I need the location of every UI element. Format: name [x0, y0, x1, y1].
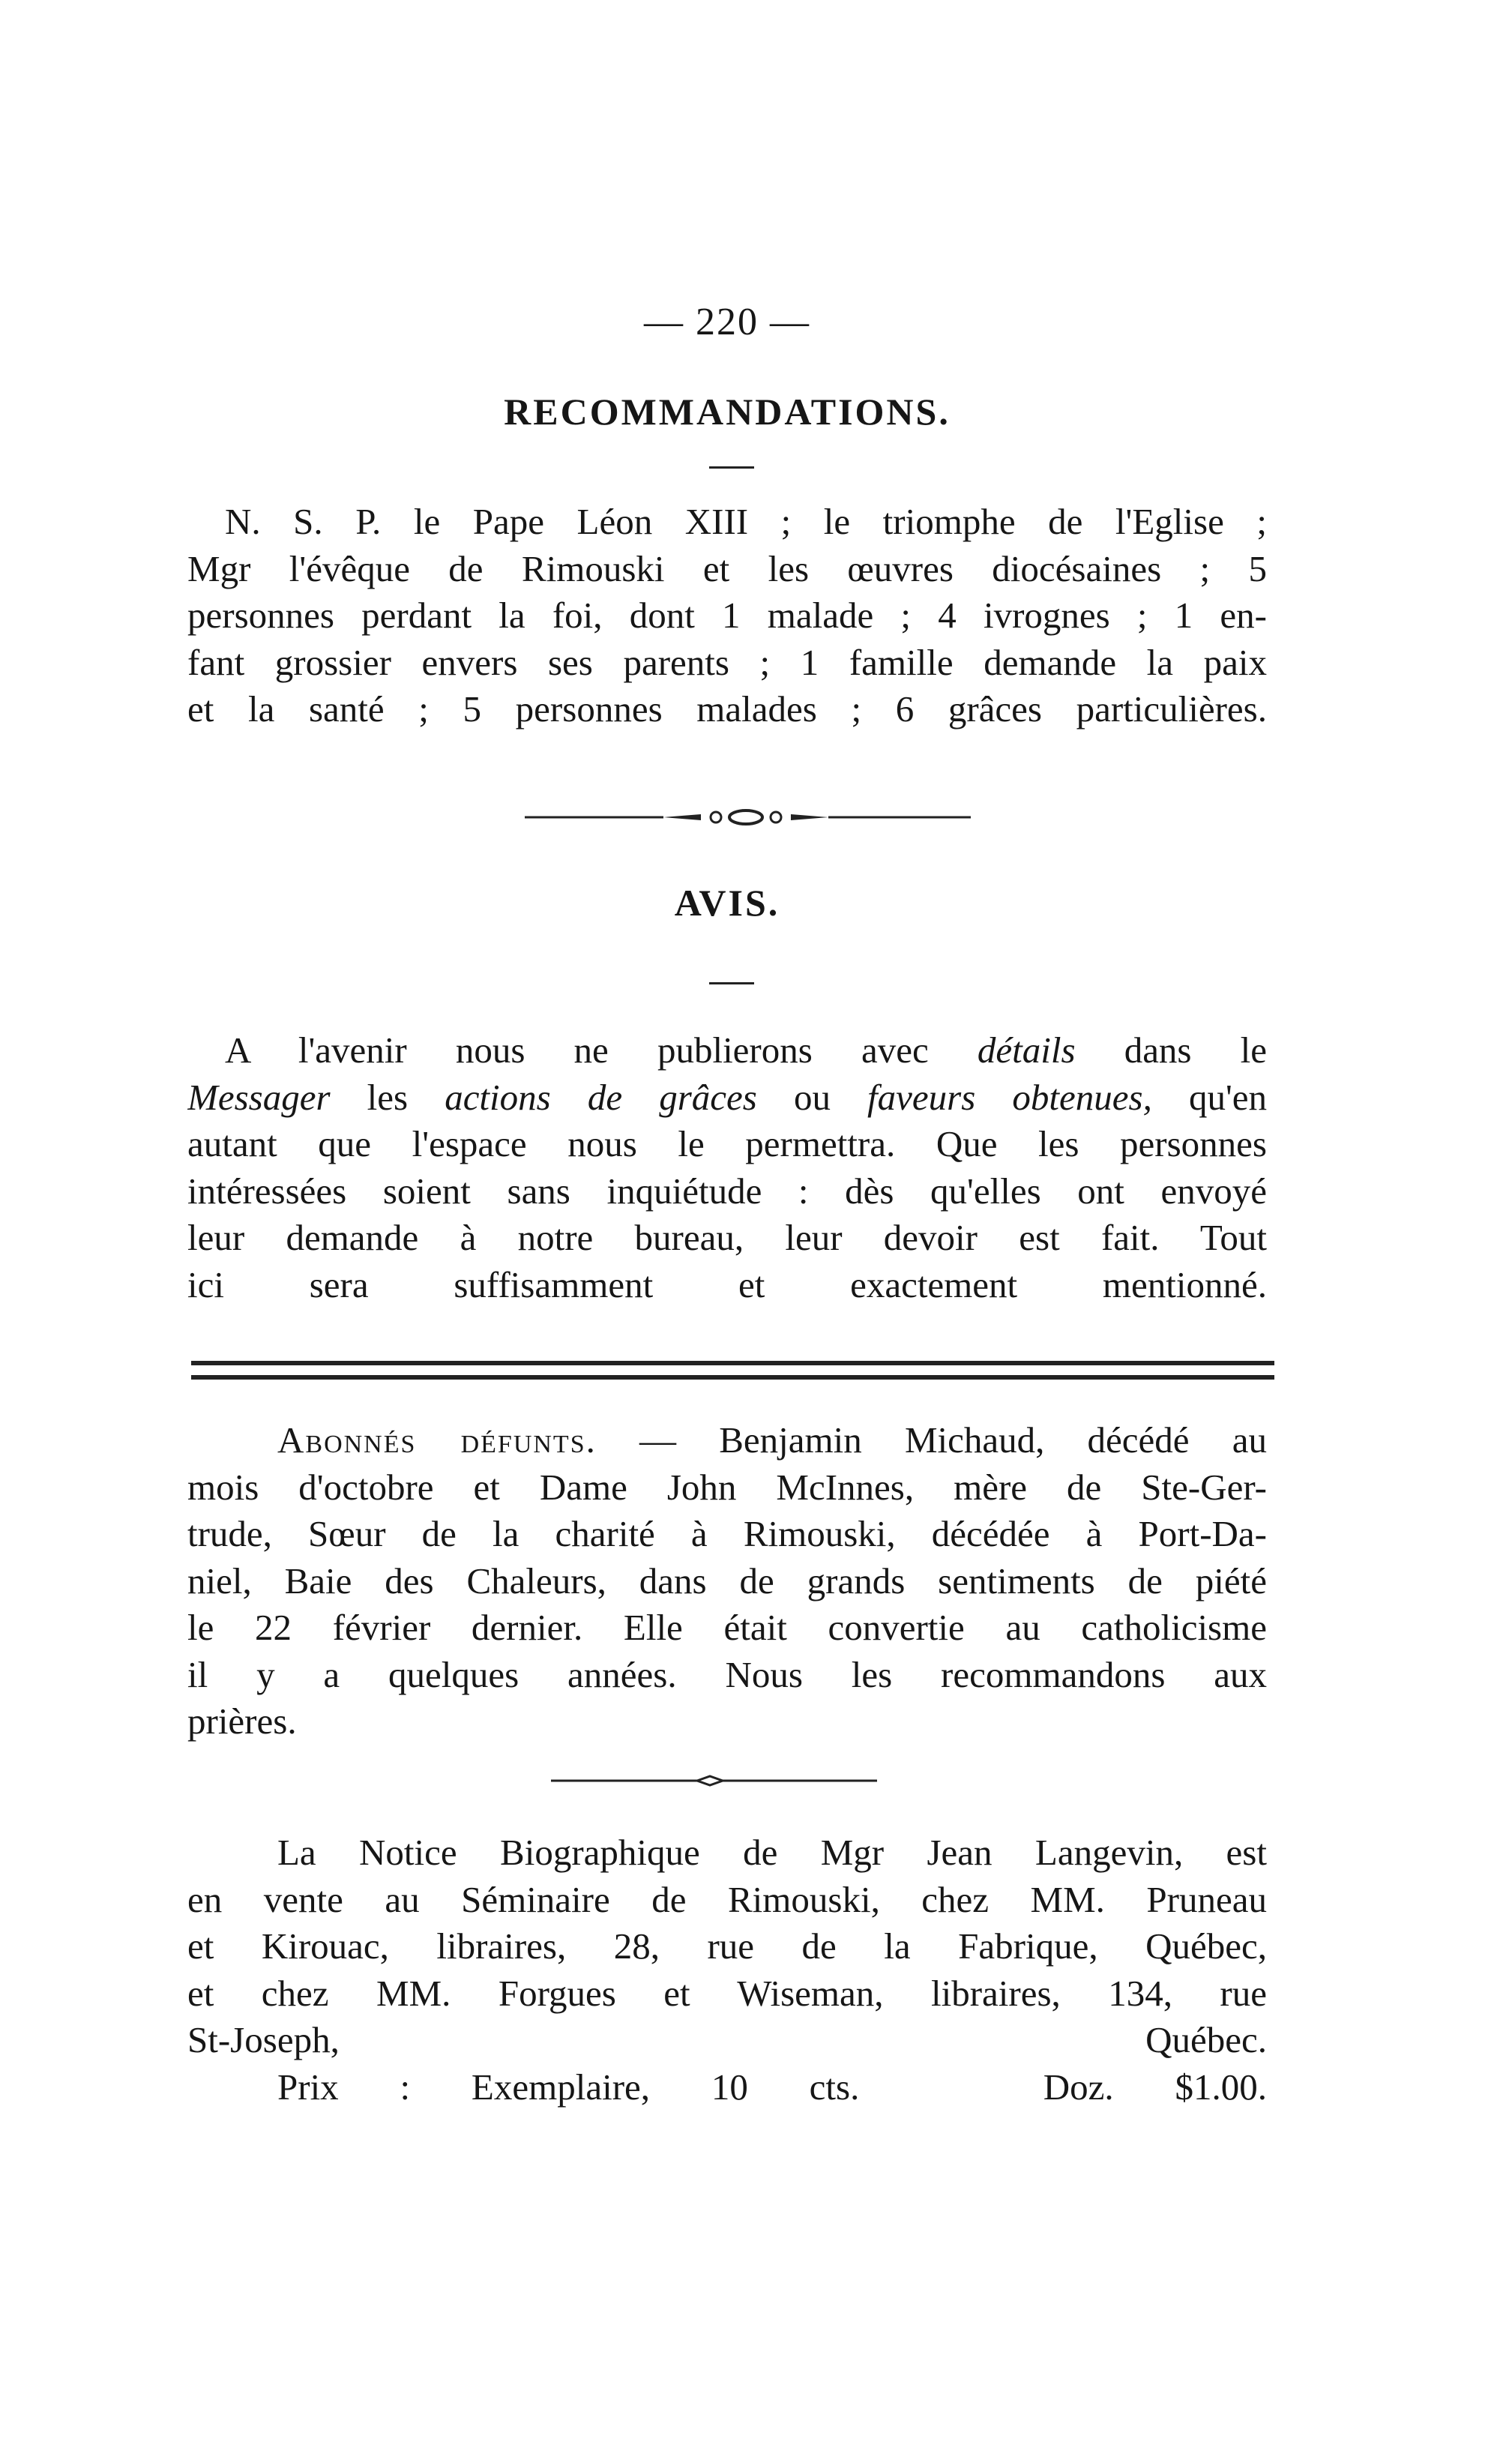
recommandations-paragraph	[187, 499, 1267, 733]
paragraph-line: en vente au Séminaire de Rimouski, chez MM. Pruneau	[187, 1878, 1267, 1920]
paragraph-line: fant grossier envers ses parents ; 1 famille demande la paix	[187, 641, 1267, 683]
paragraph-line: La Notice Biographique de Mgr Jean Langevin, est	[277, 1832, 1267, 1873]
notice-paragraph	[187, 1829, 1267, 2111]
paragraph-line: le 22 février dernier. Elle était convertie au catholicisme	[187, 1607, 1267, 1648]
italic-run: faveurs obtenues,	[867, 1076, 1152, 1118]
recommandations-heading: RECOMMANDATIONS.	[504, 391, 951, 433]
section-double-rule	[191, 1375, 1274, 1380]
paragraph-line: et Kirouac, libraires, 28, rue de la Fabrique, Québec,	[187, 1925, 1267, 1967]
paragraph-line: niel, Baie des Chaleurs, dans de grands sentiments de piété	[187, 1560, 1267, 1602]
text-run: A l'avenir nous ne publierons avec	[225, 1029, 929, 1071]
abonnes-paragraph	[187, 1417, 1267, 1745]
paragraph-line: il y a quelques années. Nous les recommandons aux	[187, 1653, 1267, 1695]
paragraph-line: leur demande à notre bureau, leur devoir est fait. Tout	[187, 1217, 1267, 1258]
paragraph-line: St-Joseph, Québec.	[187, 2019, 1267, 2060]
text-run: dans le	[1124, 1029, 1267, 1071]
section-label: Abonnés défunts.	[277, 1419, 597, 1461]
price-line: Prix : Exemplaire, 10 cts. Doz. $1.00.	[277, 2066, 1267, 2108]
paragraph-line	[187, 1417, 1267, 1464]
paragraph-line	[187, 1074, 1267, 1122]
italic-run: Messager	[187, 1076, 331, 1118]
paragraph-line: prières.	[187, 1700, 297, 1742]
paragraph-line: et la santé ; 5 personnes malades ; 6 grâces particulières.	[187, 688, 1267, 730]
paragraph-line: ici sera suffisamment et exactement mentionné.	[187, 1263, 1267, 1305]
heading-rule	[709, 982, 754, 984]
text-run: — Benjamin Michaud, décédé au	[639, 1419, 1267, 1461]
text-run: qu'en	[1188, 1076, 1267, 1118]
text-run: les	[367, 1076, 409, 1118]
diamond-divider	[551, 1773, 881, 1788]
text-run: ou	[793, 1076, 831, 1118]
page-number: — 220 —	[644, 301, 810, 343]
avis-paragraph	[187, 1027, 1267, 1308]
paragraph-line: personnes perdant la foi, dont 1 malade ; 4 ivrognes ; 1 en-	[187, 595, 1267, 636]
heading-rule	[709, 466, 754, 469]
avis-heading: AVIS.	[674, 882, 780, 924]
paragraph-line: intéressées soient sans inquiétude : dès qu'elles ont envoyé	[187, 1170, 1267, 1212]
section-double-rule	[191, 1361, 1274, 1365]
paragraph-line	[187, 1027, 1267, 1074]
italic-run: actions de grâces	[445, 1076, 757, 1118]
paragraph-line: mois d'octobre et Dame John McInnes, mère de Ste-Ger-	[187, 1466, 1267, 1508]
paragraph-line: autant que l'espace nous le permettra. Que les personnes	[187, 1123, 1267, 1164]
paragraph-line: Mgr l'évêque de Rimouski et les œuvres diocésaines ; 5	[187, 547, 1267, 589]
paragraph-line: N. S. P. le Pape Léon XIII ; le triomphe de l'Eglise ;	[225, 501, 1267, 542]
paragraph-line: et chez MM. Forgues et Wiseman, libraires, 134, rue	[187, 1972, 1267, 2014]
italic-run: détails	[977, 1029, 1076, 1071]
ornament-divider	[525, 806, 975, 828]
paragraph-line: trude, Sœur de la charité à Rimouski, décédée à Port-Da-	[187, 1513, 1267, 1554]
